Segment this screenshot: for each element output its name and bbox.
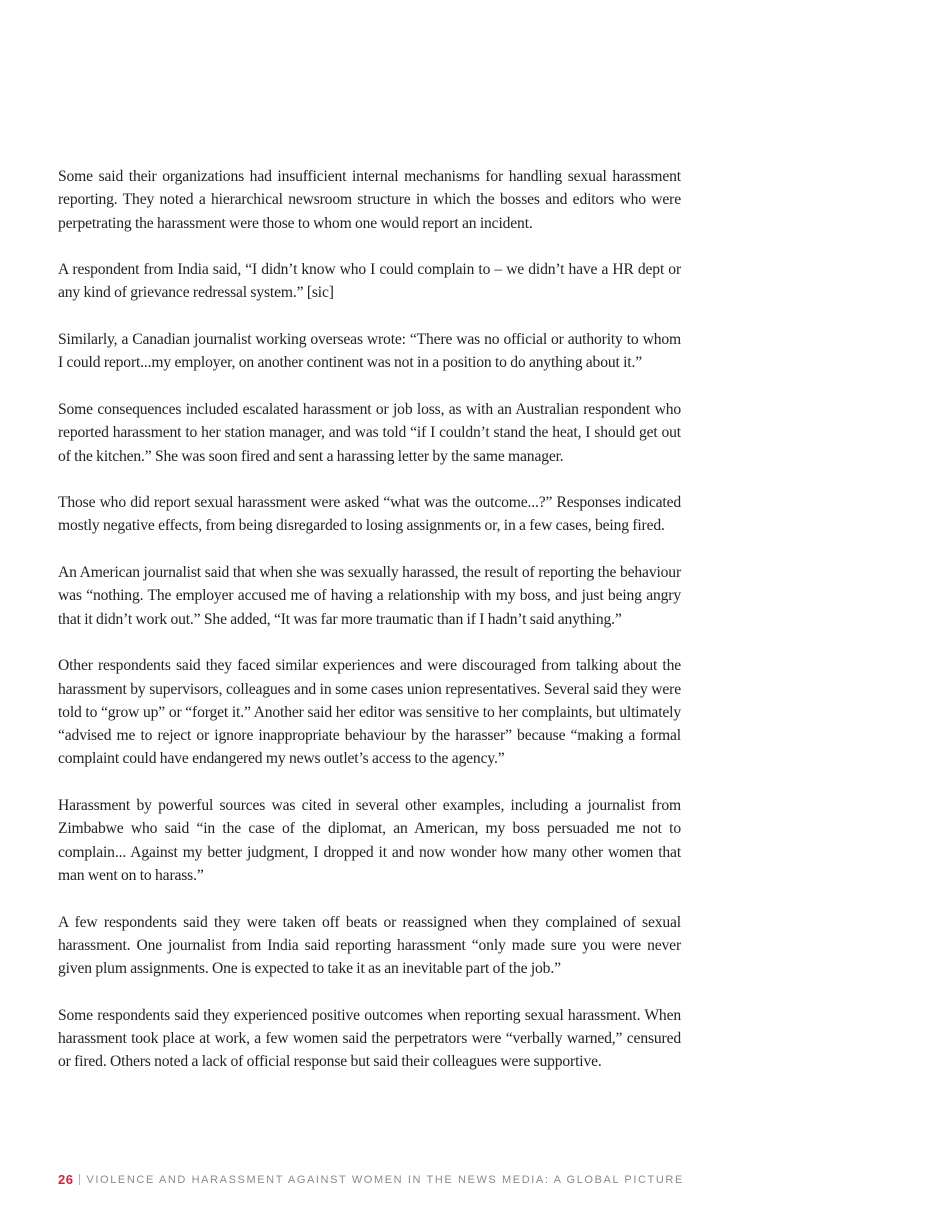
paragraph-reassigned: A few respondents said they were taken off beats or reassigned when they complained of sexual harassment. One journalist from India said reporting harassment “only made sure you were never given plum assignments. One is expected to take it as an inevitable part of the job.”	[58, 913, 681, 978]
paragraph-discouraged: Other respondents said they faced similar experiences and were discouraged from talking about the harassment by supervisors, colleagues and in some cases union representatives. Several said they were told to “grow up” or “forget it.” Another said her editor was sensitive to her complaints, but ultimately “advised me to reject or ignore inappropriate behaviour by the harasser” because “making a formal complaint could have endangered my news outlet’s access to the agency.”	[58, 657, 681, 768]
paragraph-canadian-journalist: Similarly, a Canadian journalist working overseas wrote: “There was no official or authority to whom I could report...my employer, on another continent was not in a position to do anything about it.”	[58, 331, 681, 372]
page-footer	[58, 1172, 738, 1187]
paragraph-consequences: Some consequences included escalated harassment or job loss, as with an Australian respondent who reported harassment to her station manager, and was told “if I couldn’t stand the heat, I should get out of the kitchen.” She was soon fired and sent a harassing letter by the same manager.	[58, 400, 681, 465]
report-body	[58, 165, 681, 1097]
paragraph-american-journalist: An American journalist said that when she was sexually harassed, the result of reporting the behaviour was “nothing. The employer accused me of having a relationship with my boss, and just being angry that it didn’t work out.” She added, “It was far more traumatic than if I hadn’t said anything.”	[58, 564, 681, 628]
paragraph-outcomes: Those who did report sexual harassment were asked “what was the outcome...?” Responses indicated mostly negative effects, from being disregarded to losing assignments or, in a few cases, being fired.	[58, 494, 681, 535]
paragraph-india-respondent: A respondent from India said, “I didn’t know who I could complain to – we didn’t have a HR dept or any kind of grievance redressal system.” [sic]	[58, 261, 681, 302]
paragraph-powerful-sources: Harassment by powerful sources was cited in several other examples, including a journalist from Zimbabwe who said “in the case of the diplomat, an American, my boss persuaded me not to complain... Against my better judgment, I dropped it and now wonder how many other women that man went on to harass.”	[58, 797, 681, 884]
paragraph-reporting-mechanisms: Some said their organizations had insufficient internal mechanisms for handling sexual harassment reporting. They noted a hierarchical newsroom structure in which the bosses and editors who were perpetrating the harassment were those to whom one would report an incident.	[58, 168, 681, 232]
footer-divider	[79, 1174, 80, 1185]
footer-title: VIOLENCE AND HARASSMENT AGAINST WOMEN IN THE NEWS MEDIA: A GLOBAL PICTURE	[86, 1173, 684, 1186]
paragraph-positive-outcomes: Some respondents said they experienced positive outcomes when reporting sexual harassment. When harassment took place at work, a few women said the perpetrators were “verbally warned,” censured or fired. Others noted a lack of official response but said their colleagues were supportive.	[58, 1006, 681, 1071]
page-number: 26	[58, 1172, 74, 1187]
